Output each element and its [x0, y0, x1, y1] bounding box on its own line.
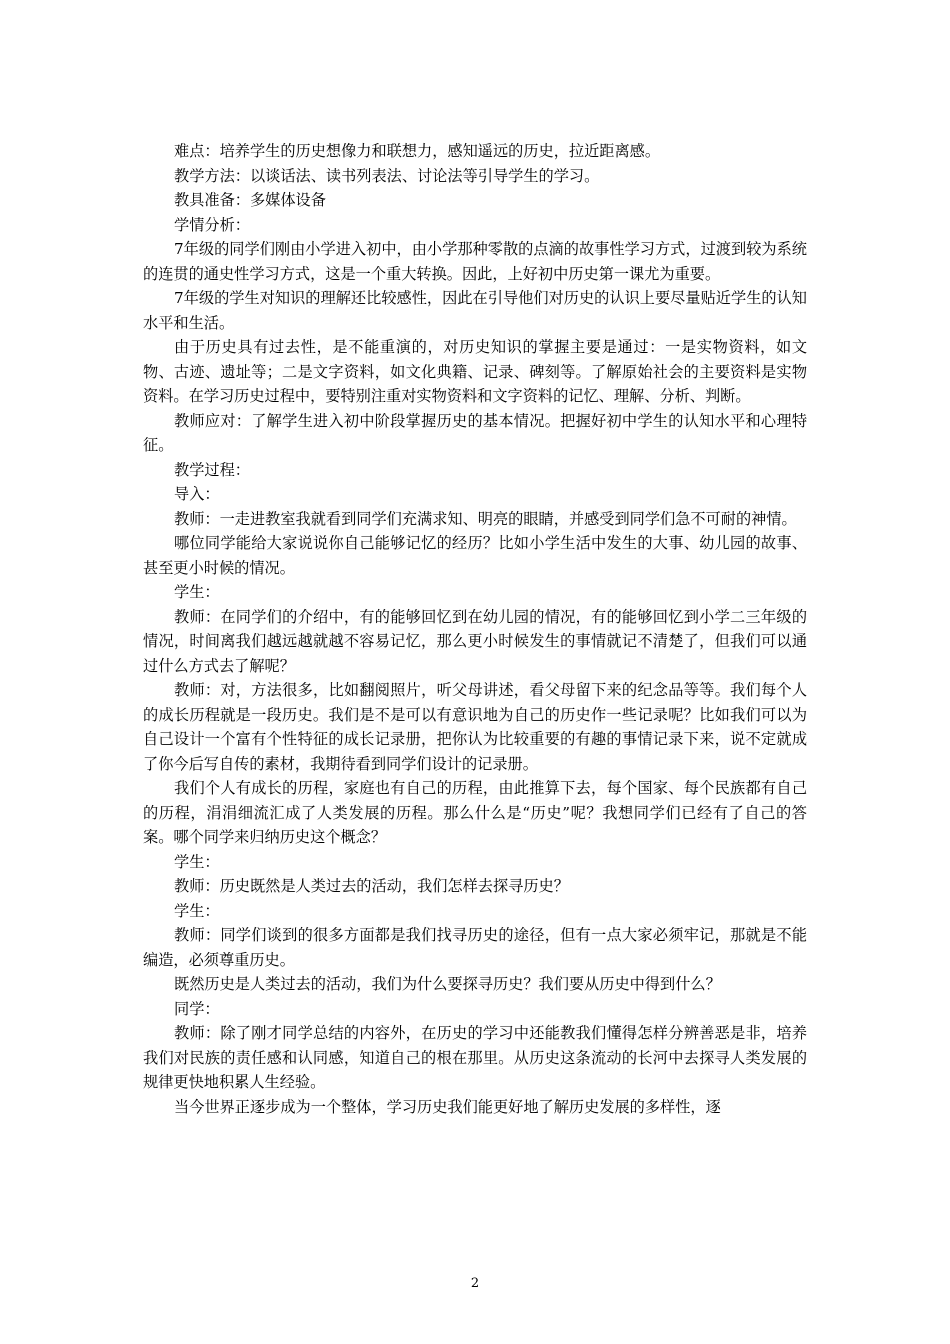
paragraph-teacher-2: 教师：在同学们的介绍中，有的能够回忆到在幼儿园的情况，有的能够回忆到小学二三年级的情况，时间离我们越远越就越不容易记忆，那么更小时候发生的事情就记不清楚了，但我们可以通过什么方式去了解呢？ [143, 607, 807, 675]
paragraph-introduction-heading: 导入： [174, 485, 220, 503]
paragraph-teacher-4: 教师：历史既然是人类过去的活动，我们怎样去探寻历史？ [174, 877, 569, 895]
paragraph-teacher-5: 教师：同学们谈到的很多方面都是我们找寻历史的途径，但有一点大家必须牢记，那就是不能编造，必须尊重历史。 [143, 926, 807, 969]
paragraph-student-3: 学生： [174, 901, 220, 920]
paragraph-teaching-process-heading: 教学过程： [174, 460, 250, 479]
paragraph-learning-analysis-heading: 学情分析： [174, 215, 250, 234]
paragraph-learning-analysis-1: 7年级的同学们刚由小学进入初中，由小学那种零散的点滴的故事性学习方式，过渡到较为系统的连贯的通史性学习方式，这是一个重大转换。因此，上好初中历史第一课尤为重要。 [143, 240, 807, 283]
paragraph-teacher-response: 教师应对：了解学生进入初中阶段掌握历史的基本情况。把握好初中学生的认知水平和心理特征。 [143, 411, 807, 454]
paragraph-learning-analysis-3: 由于历史具有过去性，是不能重演的，对历史知识的掌握主要是通过：一是实物资料，如文物、古迹、遗址等；二是文字资料，如文化典籍、记录、碑刻等。了解原始社会的主要资料是实物资料。在学习历史过程中，要特别注重对实物资料和文字资料的记忆、理解、分析、判断。 [143, 338, 807, 405]
page-number: 2 [470, 1276, 480, 1291]
paragraph-question-2: 既然历史是人类过去的活动，我们为什么要探寻历史？我们要从历史中得到什么？ [174, 975, 721, 993]
paragraph-teaching-method: 教学方法：以谈话法、读书列表法、讨论法等引导学生的学习。 [174, 166, 600, 185]
paragraph-teaching-aids: 教具准备：多媒体设备 [174, 191, 326, 209]
paragraph-teacher-3: 教师：对，方法很多，比如翻阅照片，听父母讲述，看父母留下来的纪念品等等。我们每个人的成长历程就是一段历史。我们是不是可以有意识地为自己的历史作一些记录呢？比如我们可以为自己设计一个富有个性特征的成长记录册，把你认为比较重要的有趣的事情记录下来，说不定就成了你今后写自传的素材，我期待看到同学们设计的记录册。 [143, 681, 807, 773]
paragraph-teacher-1: 教师：一走进教室我就看到同学们充满求知、明亮的眼睛，并感受到同学们急不可耐的神情。 [174, 509, 797, 528]
paragraph-classmate: 同学： [174, 999, 220, 1018]
paragraph-student-1: 学生： [174, 583, 220, 601]
document-body [143, 139, 807, 1119]
paragraph-learning-analysis-2: 7年级的学生对知识的理解还比较感性，因此在引导他们对历史的认识上要尽量贴近学生的认知水平和生活。 [143, 289, 807, 332]
paragraph-world-integration: 当今世界正逐步成为一个整体，学习历史我们能更好地了解历史发展的多样性，逐 [174, 1097, 721, 1116]
paragraph-question-1: 哪位同学能给大家说说你自己能够记忆的经历？比如小学生活中发生的大事、幼儿园的故事、甚至更小时候的情况。 [143, 534, 807, 577]
paragraph-difficulty: 难点：培养学生的历史想像力和联想力，感知遥远的历史，拉近距离感。 [174, 142, 660, 160]
paragraph-teacher-6: 教师：除了刚才同学总结的内容外，在历史的学习中还能教我们懂得怎样分辨善恶是非，培养我们对民族的责任感和认同感，知道自己的根在那里。从历史这条流动的长河中去探寻人类发展的规律更快地积累人生经验。 [143, 1024, 807, 1091]
paragraph-history-concept: 我们个人有成长的历程，家庭也有自己的历程，由此推算下去，每个国家、每个民族都有自己的历程，涓涓细流汇成了人类发展的历程。那么什么是“历史”呢？我想同学们已经有了自己的答案。哪个同学来归纳历史这个概念？ [143, 779, 807, 846]
paragraph-student-2: 学生： [174, 852, 220, 871]
